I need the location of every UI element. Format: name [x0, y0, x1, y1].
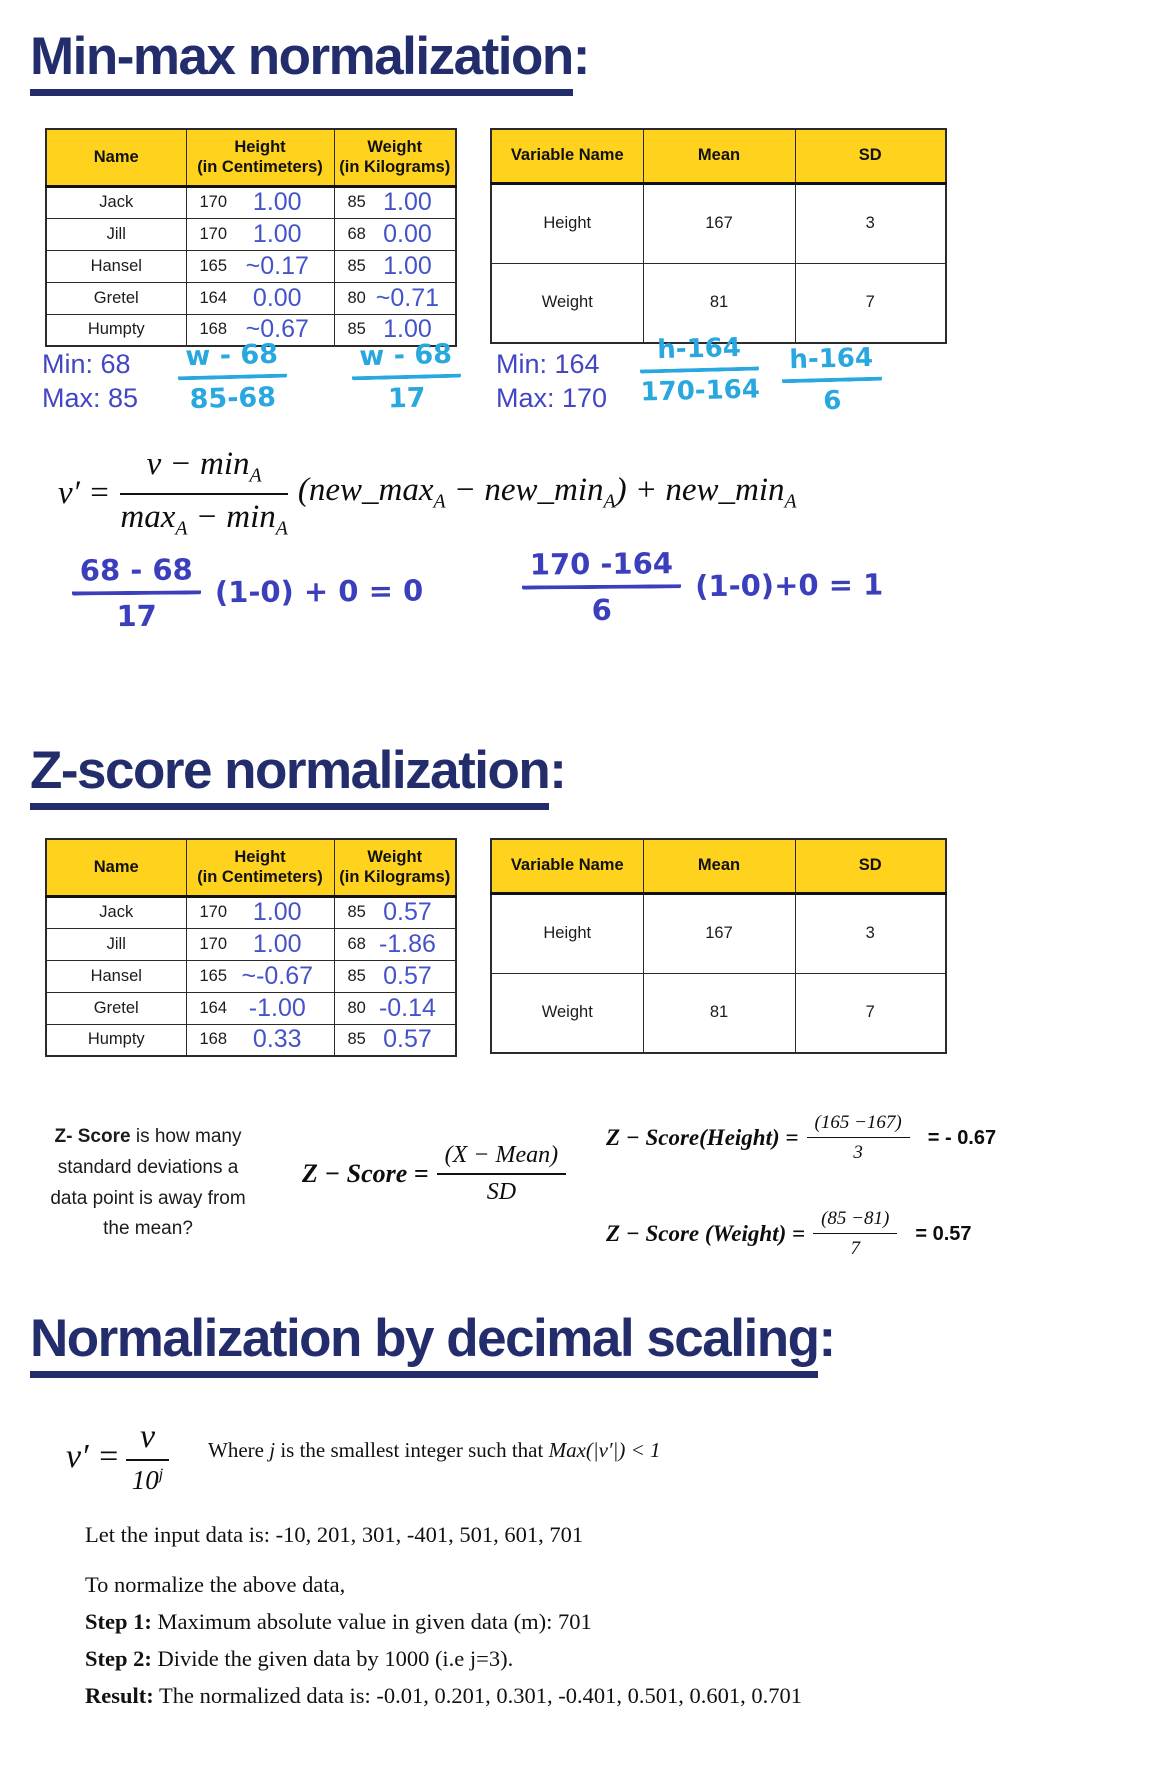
col-header-mean: Mean — [643, 839, 795, 893]
height-zscore-annotation: 0.33 — [252, 1025, 302, 1054]
height-zscore-annotation: ~-0.67 — [241, 961, 314, 990]
col-header-name: Name — [46, 129, 186, 186]
height-cell: 165 ~-0.67 — [186, 960, 334, 992]
weight-cell: 80 ~0.71 — [334, 282, 456, 314]
weight-norm-annotation: ~0.71 — [375, 283, 440, 312]
page-title-minmax: Min-max normalization: — [30, 26, 589, 87]
height-zscore-annotation: -1.00 — [248, 993, 306, 1022]
name-cell: Hansel — [46, 250, 186, 282]
table-row — [46, 186, 456, 218]
weight-norm-annotation: 1.00 — [383, 315, 432, 344]
minmax-data-table — [45, 128, 457, 347]
weight-zscore-annotation: 0.57 — [383, 898, 432, 926]
weight-zscore-annotation: 0.57 — [383, 961, 432, 990]
weight-cell: 85 0.57 — [334, 896, 456, 928]
name-cell: Hansel — [46, 960, 186, 992]
decimal-step1-line: Step 1: Maximum absolute value in given data (m): 701 — [85, 1609, 592, 1634]
table-row — [46, 218, 456, 250]
variable-cell: Height — [491, 893, 643, 973]
col-header-height: Height (in Centimeters) — [186, 129, 334, 186]
decimal-scaling-condition: Where j is the smallest integer such that Max(|v′|) < 1 — [208, 1438, 661, 1462]
table-row — [46, 992, 456, 1024]
page-title-decimal-scaling: Normalization by decimal scaling: — [30, 1308, 835, 1369]
weight-cell: 85 1.00 — [334, 250, 456, 282]
col-header-sd: SD — [795, 839, 946, 893]
handwritten-height-fraction-2: $\frac{h-164}{6}$ — [781, 343, 882, 418]
zscore-stats-table — [490, 838, 947, 1054]
table-row — [491, 183, 946, 263]
zscore-height-result: = - 0.67 — [927, 1126, 997, 1149]
handwritten-weight-calculation: 68 - 68 17 (1-0) + 0 = 0 — [72, 550, 424, 633]
col-header-mean: Mean — [643, 129, 795, 183]
height-cell: 170 1.00 — [186, 928, 334, 960]
name-cell: Jack — [46, 896, 186, 928]
weight-cell: 85 1.00 — [334, 314, 456, 346]
weight-norm-annotation: 1.00 — [383, 251, 432, 280]
table-row — [46, 1024, 456, 1056]
height-norm-annotation: ~0.67 — [245, 315, 309, 344]
sd-cell: 3 — [795, 183, 946, 263]
sd-cell: 3 — [795, 893, 946, 973]
name-cell: Gretel — [46, 992, 186, 1024]
zscore-data-table — [45, 838, 457, 1057]
height-cell: 170 1.00 — [186, 218, 334, 250]
sd-cell: 7 — [795, 973, 946, 1053]
col-header-name: Name — [46, 839, 186, 896]
weight-minmax-labels — [42, 348, 138, 416]
table-row — [491, 263, 946, 343]
table-row — [46, 896, 456, 928]
col-header-variable: Variable Name — [491, 839, 643, 893]
zscore-weight-result: = 0.57 — [915, 1222, 972, 1245]
weight-zscore-annotation: -1.86 — [378, 929, 436, 958]
decimal-intro-line: To normalize the above data, — [85, 1572, 346, 1597]
height-cell: 170 1.00 — [186, 186, 334, 218]
decimal-input-data-line: Let the input data is: -10, 201, 301, -401, 501, 601, 701 — [85, 1522, 584, 1547]
weight-cell: 80 -0.14 — [334, 992, 456, 1024]
height-norm-annotation: 0.00 — [252, 283, 302, 312]
handwritten-height-calculation: 170 -164 6 (1-0)+0 = 1 — [522, 544, 884, 627]
mean-cell: 81 — [643, 263, 795, 343]
table-row — [46, 928, 456, 960]
height-max-label: Max: 170 — [496, 382, 608, 413]
table-row — [46, 960, 456, 992]
name-cell: Jack — [46, 186, 186, 218]
header-row — [491, 839, 946, 893]
col-header-weight: Weight (in Kilograms) — [334, 129, 456, 186]
weight-min-label: Min: 68 — [42, 349, 131, 379]
minmax-formula: v′ = $v - \min_A$ $\max_A - \min_A$ ($new\_\max_A$ − $new\_\min_A$) + $new\_\min_A$ — [58, 446, 797, 540]
decimal-step2-line: Step 2: Divide the given data by 1000 (i.e j=3). — [85, 1646, 514, 1671]
decimal-scaling-formula: v′ = v 10$^j$ — [66, 1418, 175, 1496]
weight-cell: 68 -1.86 — [334, 928, 456, 960]
height-minmax-labels — [496, 348, 607, 416]
height-norm-annotation: ~0.17 — [245, 251, 309, 280]
height-zscore-annotation: 1.00 — [252, 898, 302, 926]
handwritten-height-fraction-1: $\frac{h-164}{170-164}$ — [640, 332, 761, 408]
header-row — [46, 839, 456, 896]
name-cell: Jill — [46, 218, 186, 250]
height-cell: 170 1.00 — [186, 896, 334, 928]
weight-norm-annotation: 0.00 — [383, 219, 432, 248]
name-cell: Gretel — [46, 282, 186, 314]
col-header-weight: Weight (in Kilograms) — [334, 839, 456, 896]
decimal-result-line: Result: The normalized data is: -0.01, 0.201, 0.301, -0.401, 0.501, 0.601, 0.701 — [85, 1683, 802, 1708]
col-header-sd: SD — [795, 129, 946, 183]
variable-cell: Weight — [491, 973, 643, 1053]
variable-cell: Height — [491, 183, 643, 263]
mean-cell: 167 — [643, 893, 795, 973]
height-min-label: Min: 164 — [496, 349, 600, 379]
height-cell: 165 ~0.17 — [186, 250, 334, 282]
col-header-height: Height (in Centimeters) — [186, 839, 334, 896]
minmax-stats-table — [490, 128, 947, 344]
weight-zscore-annotation: -0.14 — [378, 993, 436, 1022]
height-cell: 168 ~0.67 — [186, 314, 334, 346]
handwritten-weight-fraction-1: $\frac{w - 68}{85-68}$ — [177, 339, 287, 416]
height-cell: 164 0.00 — [186, 282, 334, 314]
height-zscore-annotation: 1.00 — [252, 929, 302, 958]
mean-cell: 167 — [643, 183, 795, 263]
header-row — [46, 129, 456, 186]
table-row — [46, 282, 456, 314]
mean-cell: 81 — [643, 973, 795, 1053]
name-cell: Humpty — [46, 1024, 186, 1056]
zscore-weight-calculation: Z − Score (Weight) = $\frac{(85 -81)}{7}$ = 0.57 — [606, 1208, 972, 1259]
header-row — [491, 129, 946, 183]
height-norm-annotation: 1.00 — [252, 219, 302, 248]
weight-norm-annotation: 1.00 — [383, 188, 432, 216]
weight-zscore-annotation: 0.57 — [383, 1025, 432, 1054]
page-title-zscore: Z-score normalization: — [30, 740, 565, 801]
zscore-explanation: Z- Score is how many standard deviations a data point is away from the mean? — [50, 1126, 246, 1240]
table-row — [491, 973, 946, 1053]
table-row — [491, 893, 946, 973]
weight-cell: 85 0.57 — [334, 1024, 456, 1056]
col-header-variable: Variable Name — [491, 129, 643, 183]
sd-cell: 7 — [795, 263, 946, 343]
weight-cell: 68 0.00 — [334, 218, 456, 250]
height-norm-annotation: 1.00 — [252, 188, 302, 216]
height-cell: 168 0.33 — [186, 1024, 334, 1056]
weight-max-label: Max: 85 — [42, 382, 139, 413]
table-row — [46, 250, 456, 282]
zscore-height-calculation: Z − Score(Height) = $\frac{(165 -167)}{3}$ = - 0.67 — [606, 1112, 997, 1163]
weight-cell: 85 0.57 — [334, 960, 456, 992]
name-cell: Jill — [46, 928, 186, 960]
height-cell: 164 -1.00 — [186, 992, 334, 1024]
handwritten-weight-fraction-2: $\frac{w - 68}{17}$ — [351, 339, 461, 416]
name-cell: Humpty — [46, 314, 186, 346]
variable-cell: Weight — [491, 263, 643, 343]
weight-cell: 85 1.00 — [334, 186, 456, 218]
zscore-formula: Z − Score = (X − Mean) SD — [302, 1142, 574, 1206]
